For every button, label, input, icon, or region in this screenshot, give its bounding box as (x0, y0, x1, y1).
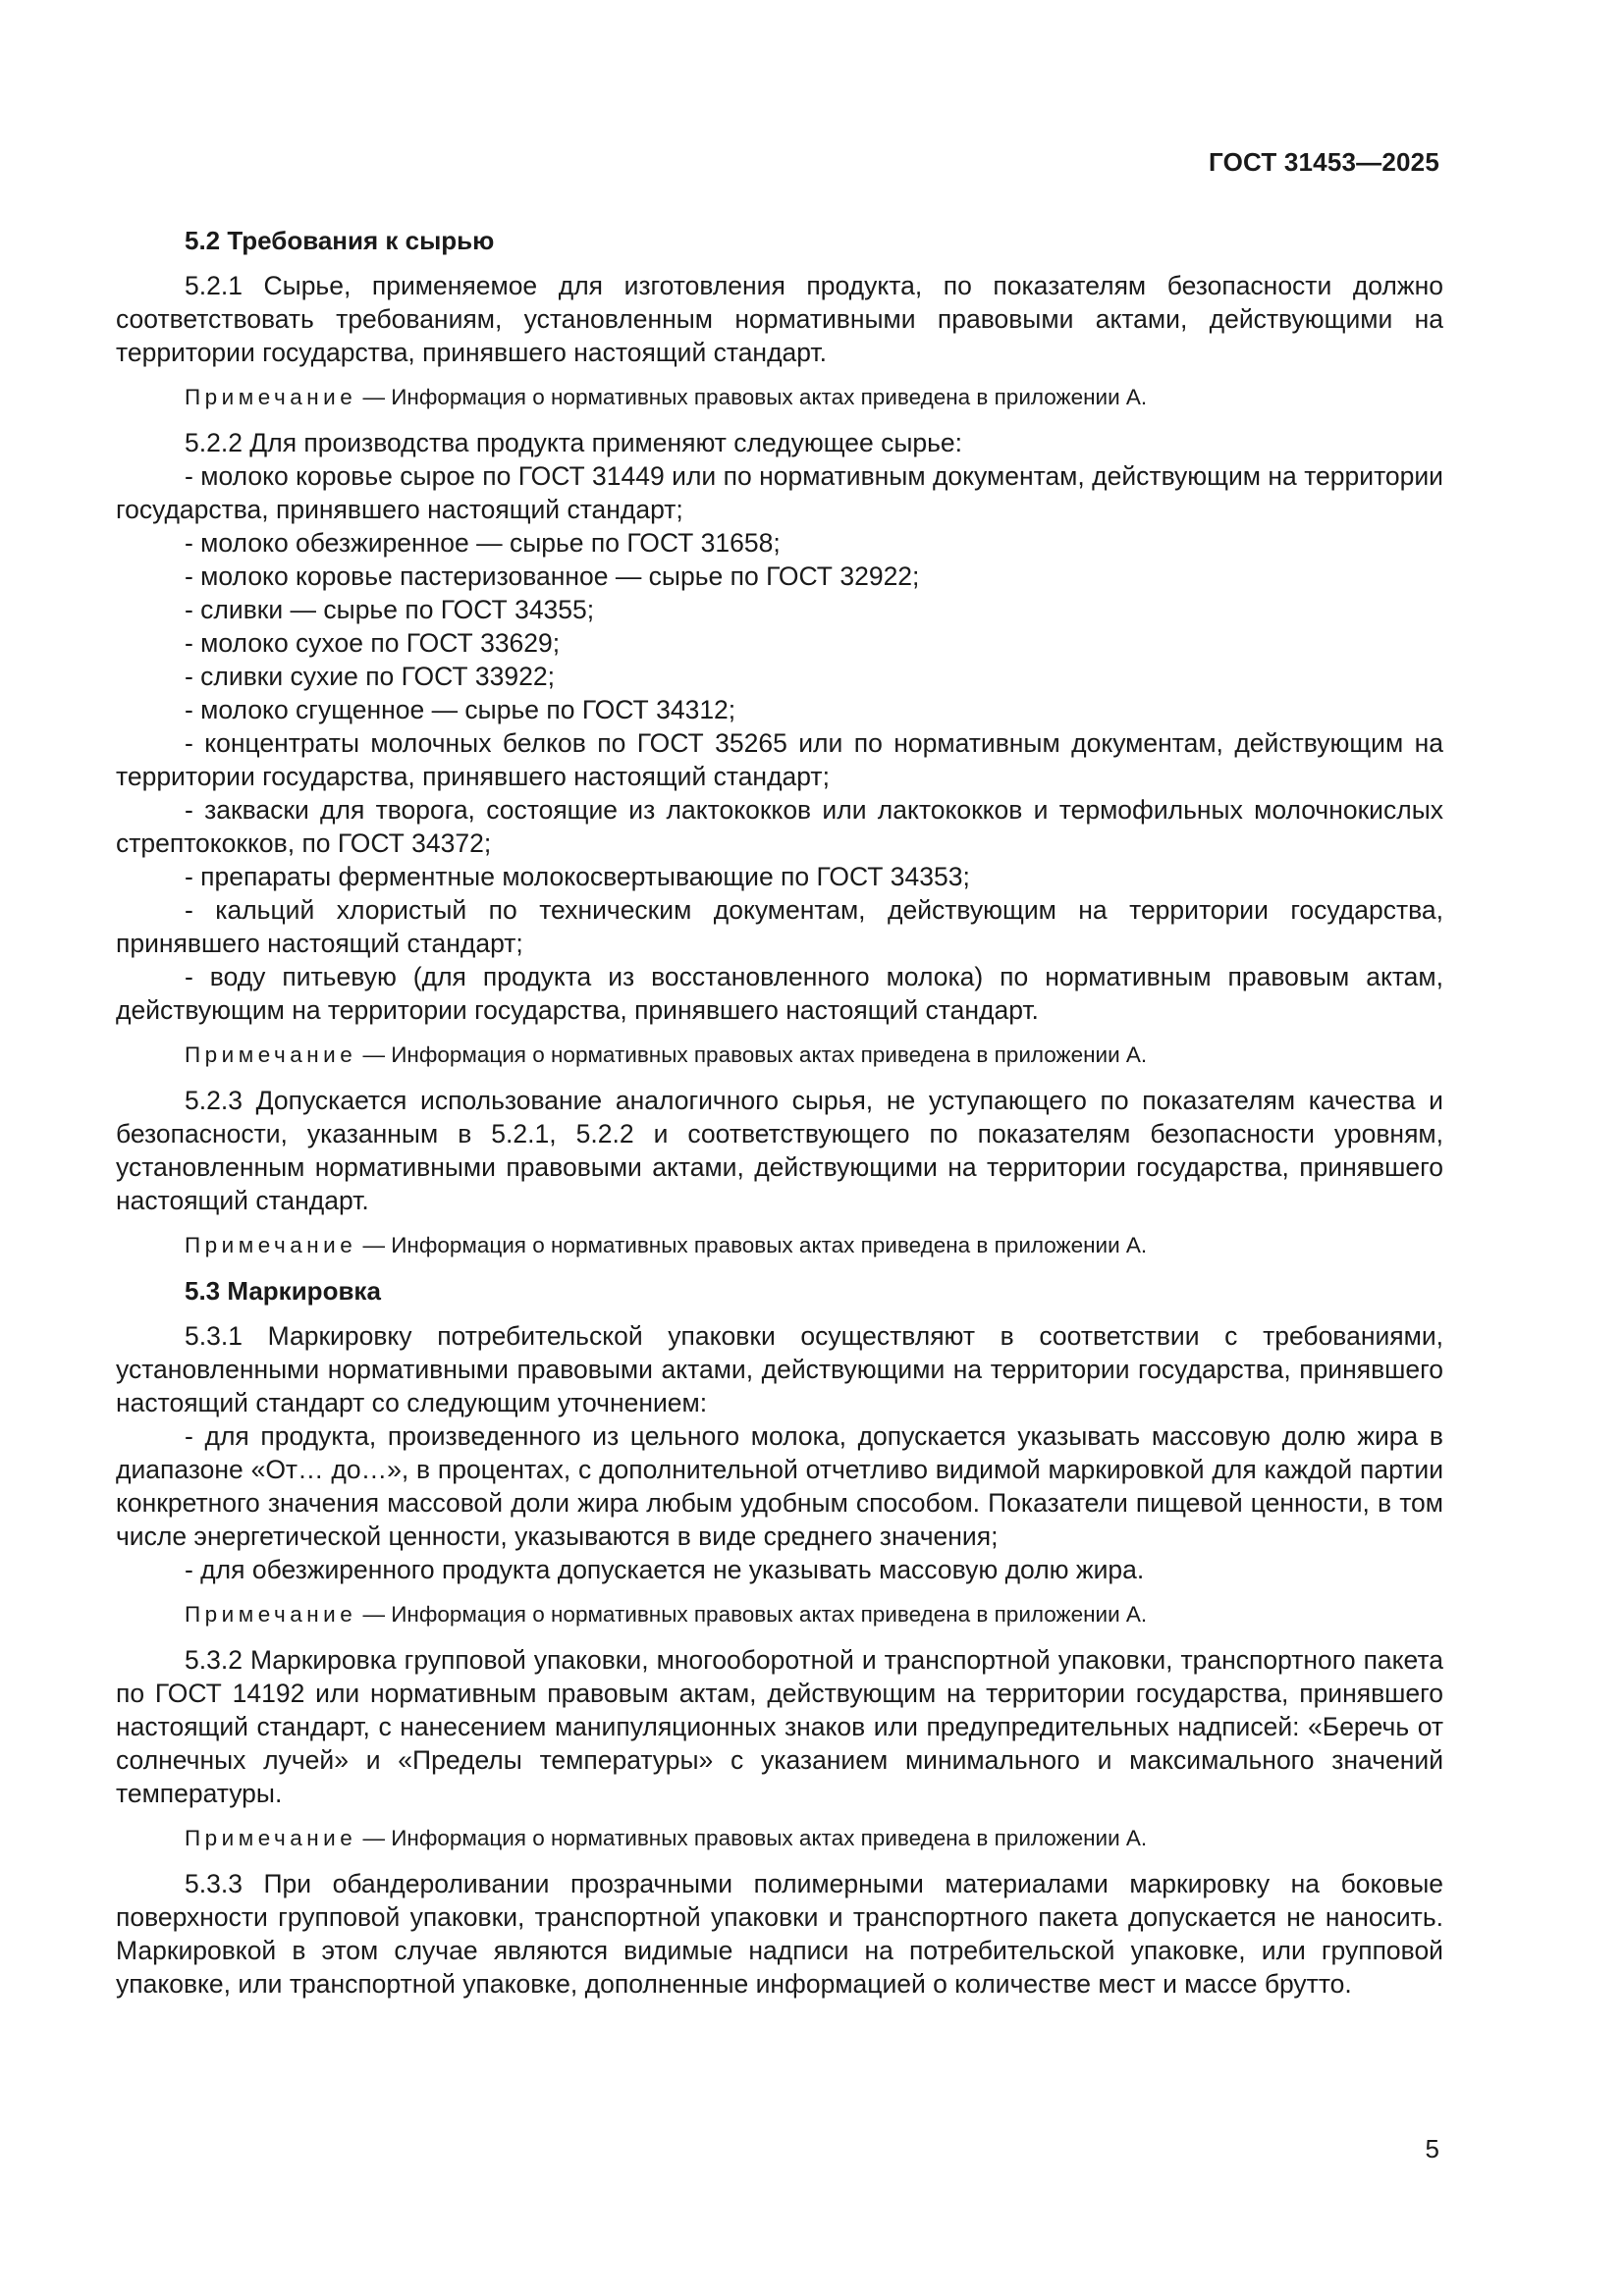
list-item: - сливки — сырье по ГОСТ 34355; (185, 595, 595, 624)
note (116, 1039, 1443, 1072)
list-item: - концентраты молочных белков по ГОСТ 35265 или по нормативным документам, действующим на территории государства, принявшего настоящий стандарт; (116, 728, 1443, 791)
note-text: — Информация о нормативных правовых актах приведена в приложении А. (356, 1233, 1148, 1257)
paragraph-5-2-3: 5.2.3 Допускается использование аналогичного сырья, не уступающего по показателям качества и безопасности, указанным в 5.2.1, 5.2.2 и соответствующего по показателям безопасности уровням, установленным нормативными правовыми актами, действующими на территории государства, принявшего настоящий стандарт. (116, 1086, 1443, 1215)
note-label: Примечание (185, 385, 357, 409)
document-body (116, 224, 1443, 2012)
paragraph-5-3-3: 5.3.3 При обандероливании прозрачными полимерными материалами маркировку на боковые поверхности групповой упаковки, транспортной упаковки и транспортного пакета допускается не наносить. Маркировкой в этом случае являются видимые надписи на потребительской упаковке, или групповой упаковке, или транспортной упаковке, дополненные информацией о количестве мест и массе брутто. (116, 1869, 1443, 1999)
note (116, 1598, 1443, 1631)
paragraph-5-3-1: 5.3.1 Маркировку потребительской упаковки осуществляют в соответствии с требованиями, установленными нормативными правовыми актами, действующими на территории государства, принявшего настоящий стандарт со следующим уточнением: (116, 1321, 1443, 1417)
list-item: - сливки сухие по ГОСТ 33922; (185, 662, 555, 691)
note (116, 1822, 1443, 1855)
note-label: Примечание (185, 1826, 357, 1850)
section-heading-5-3: 5.3 Маркировка (185, 1276, 381, 1306)
note (116, 1229, 1443, 1262)
note-label: Примечание (185, 1042, 357, 1067)
note (116, 381, 1443, 414)
list-item: - молоко сгущенное — сырье по ГОСТ 34312; (185, 695, 736, 724)
list-item: - для продукта, произведенного из цельного молока, допускается указывать массовую долю жира в диапазоне «От… до…», в процентах, с дополнительной отчетливо видимой маркировкой для каждой партии конкретного значения массовой доли жира любым удобным способом. Показатели пищевой ценности, в том числе энергетической ценности, указываются в виде среднего значения; (116, 1421, 1443, 1551)
list-item: - воду питьевую (для продукта из восстановленного молока) по нормативным правовым актам, действующим на территории государства, принявшего настоящий стандарт. (116, 962, 1443, 1025)
note-label: Примечание (185, 1602, 357, 1627)
list-item: - молоко коровье сырое по ГОСТ 31449 или по нормативным документам, действующим на территории государства, принявшего настоящий стандарт; (116, 461, 1443, 524)
document-code-header: ГОСТ 31453—2025 (1209, 147, 1439, 177)
list-item: - закваски для творога, состоящие из лактококков или лактококков и термофильных молочнокислых стрептококков, по ГОСТ 34372; (116, 795, 1443, 858)
note-text: — Информация о нормативных правовых актах приведена в приложении А. (356, 385, 1148, 409)
raw-materials-list (116, 426, 1443, 1027)
note-text: — Информация о нормативных правовых актах приведена в приложении А. (356, 1042, 1148, 1067)
list-item: - молоко коровье пастеризованное — сырье по ГОСТ 32922; (185, 561, 920, 591)
list-item: - препараты ферментные молокосвертывающие по ГОСТ 34353; (185, 862, 970, 891)
note-text: — Информация о нормативных правовых актах приведена в приложении А. (356, 1602, 1148, 1627)
marking-paragraph-5-3-1 (116, 1319, 1443, 1586)
note-label: Примечание (185, 1233, 357, 1257)
list-item: - для обезжиренного продукта допускается не указывать массовую долю жира. (185, 1555, 1145, 1584)
paragraph-5-2-1: 5.2.1 Сырье, применяемое для изготовления продукта, по показателям безопасности должно соответствовать требованиям, установленным нормативными правовыми актами, действующими на территории государства, принявшего настоящий стандарт. (116, 271, 1443, 367)
note-text: — Информация о нормативных правовых актах приведена в приложении А. (356, 1826, 1148, 1850)
page-number: 5 (1425, 2134, 1439, 2163)
paragraph-5-2-2-intro: 5.2.2 Для производства продукта применяют следующее сырье: (185, 428, 963, 457)
section-heading-5-2: 5.2 Требования к сырью (185, 226, 495, 255)
list-item: - кальций хлористый по техническим документам, действующим на территории государства, принявшего настоящий стандарт; (116, 895, 1443, 958)
list-item: - молоко обезжиренное — сырье по ГОСТ 31658; (185, 528, 781, 558)
list-item: - молоко сухое по ГОСТ 33629; (185, 628, 561, 658)
paragraph-5-3-2: 5.3.2 Маркировка групповой упаковки, многооборотной и транспортной упаковки, транспортного пакета по ГОСТ 14192 или нормативным правовым актам, действующим на территории государства, принявшего настоящий стандарт, с нанесением манипуляционных знаков или предупредительных надписей: «Беречь от солнечных лучей» и «Пределы температуры» с указанием минимального и максимального значений температуры. (116, 1645, 1443, 1808)
